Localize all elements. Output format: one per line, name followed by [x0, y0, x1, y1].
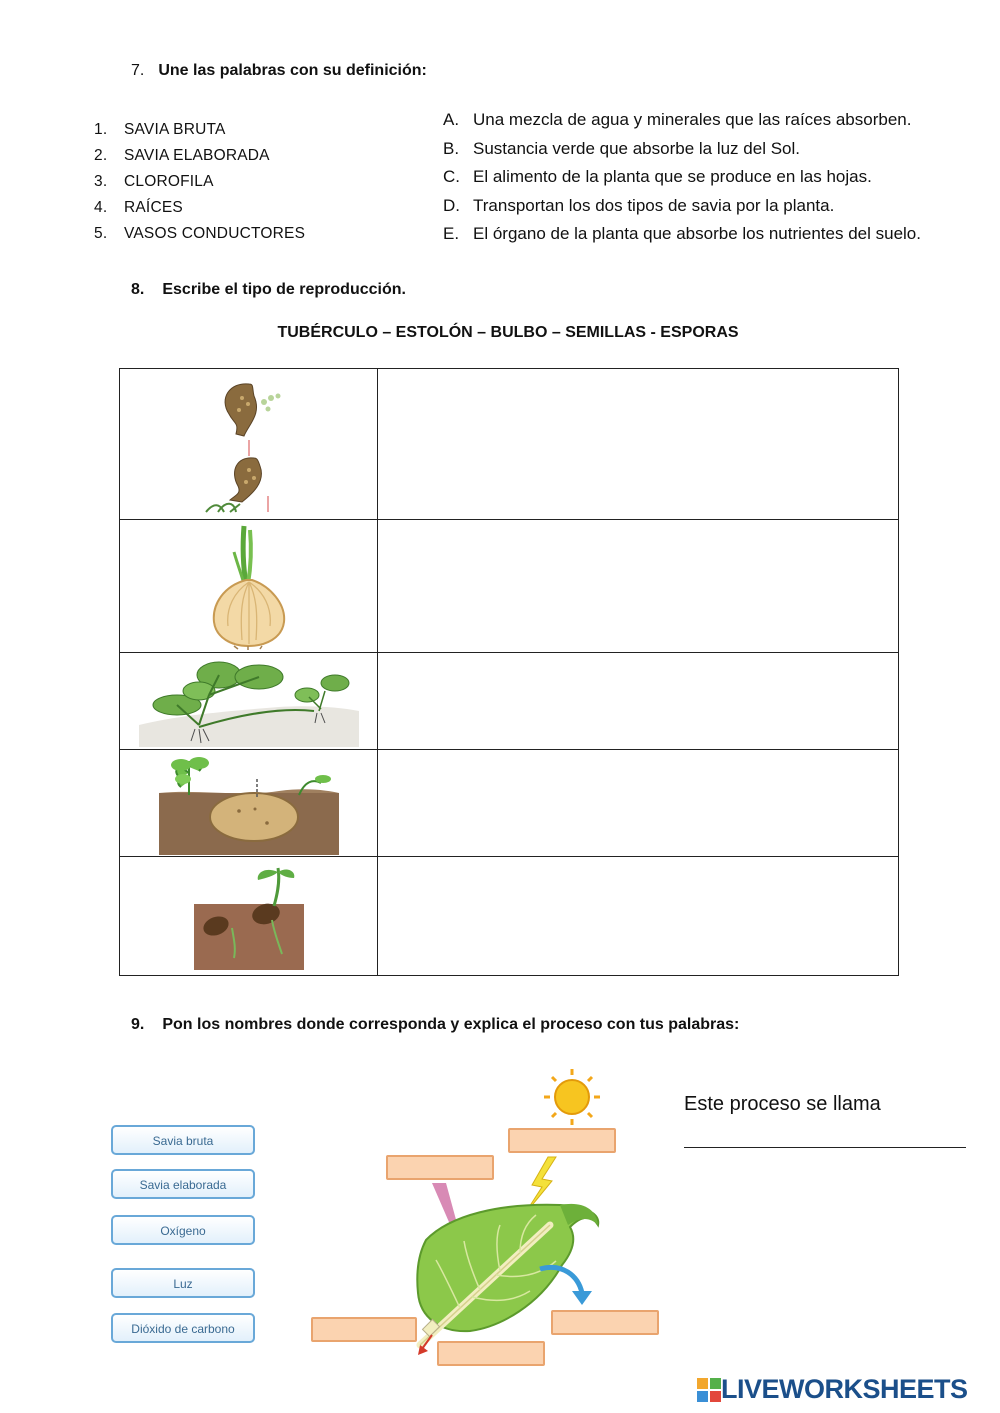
tag-savia-elaborada[interactable]: Savia elaborada — [111, 1169, 255, 1199]
item-text: CLOROFILA — [124, 173, 214, 190]
q7-definition-list — [443, 109, 921, 252]
tag-oxigeno[interactable]: Oxígeno — [111, 1215, 255, 1245]
list-item[interactable] — [94, 145, 305, 171]
item-number: 5. — [94, 225, 108, 242]
item-number: 3. — [94, 173, 108, 190]
brand-name: LIVEWORKSHEETS — [721, 1374, 968, 1404]
q8-number: 8. — [131, 281, 145, 298]
q8-title-text: Escribe el tipo de reproducción. — [162, 281, 406, 298]
q8-title — [131, 281, 406, 299]
item-text: SAVIA BRUTA — [124, 121, 226, 138]
tag-savia-bruta[interactable]: Savia bruta — [111, 1125, 255, 1155]
tag-dioxido-de-carbono[interactable]: Dióxido de carbono — [111, 1313, 255, 1343]
list-item[interactable] — [443, 223, 921, 252]
answer-cell[interactable] — [378, 653, 899, 750]
q7-number: 7. — [131, 62, 145, 79]
item-text: SAVIA ELABORADA — [124, 147, 270, 164]
fern-spores-illustration — [120, 369, 378, 520]
strawberry-runner-illustration — [120, 653, 378, 750]
item-text: RAÍCES — [124, 199, 183, 216]
list-item[interactable] — [443, 109, 921, 138]
q9-number: 9. — [131, 1016, 145, 1033]
item-number: 1. — [94, 121, 108, 138]
table-row — [120, 520, 899, 653]
q7-word-list — [94, 119, 305, 249]
item-letter: B. — [443, 138, 460, 158]
answer-cell[interactable] — [378, 520, 899, 653]
answer-cell[interactable] — [378, 369, 899, 520]
item-letter: C. — [443, 167, 460, 186]
potato-tuber-illustration — [120, 750, 378, 857]
label-box-sun[interactable] — [508, 1128, 616, 1153]
germinating-seeds-illustration — [120, 857, 378, 976]
table-row — [120, 369, 899, 520]
list-item[interactable] — [94, 223, 305, 249]
list-item[interactable] — [94, 119, 305, 145]
list-item[interactable] — [443, 138, 921, 167]
answer-cell[interactable] — [378, 750, 899, 857]
liveworksheets-logo — [697, 1374, 968, 1405]
item-text: El órgano de la planta que absorbe los nutrientes del suelo. — [473, 224, 921, 243]
q7-title-text: Une las palabras con su definición: — [158, 62, 427, 79]
label-box-bottom[interactable] — [437, 1341, 545, 1366]
item-letter: A. — [443, 110, 460, 129]
process-answer-line[interactable] — [684, 1147, 966, 1148]
item-text: VASOS CONDUCTORES — [124, 225, 306, 242]
process-prompt: Este proceso se llama — [684, 1093, 881, 1115]
q7-title — [131, 62, 427, 80]
list-item[interactable] — [443, 195, 921, 224]
item-letter: D. — [443, 195, 460, 215]
tag-luz[interactable]: Luz — [111, 1268, 255, 1298]
label-box-left[interactable] — [311, 1317, 417, 1342]
liveworksheets-logo-icon — [697, 1378, 721, 1402]
table-row — [120, 857, 899, 976]
table-row — [120, 750, 899, 857]
sun-icon — [544, 1069, 600, 1125]
item-number: 2. — [94, 147, 108, 164]
item-text: Transportan los dos tipos de savia por la planta. — [473, 195, 835, 215]
item-letter: E. — [443, 224, 460, 243]
list-item[interactable] — [94, 171, 305, 197]
label-box-top-left[interactable] — [386, 1155, 494, 1180]
q9-title-text: Pon los nombres donde corresponda y explica el proceso con tus palabras: — [162, 1016, 740, 1033]
list-item[interactable] — [94, 197, 305, 223]
reproduction-table — [119, 368, 899, 976]
q9-title — [131, 1016, 739, 1034]
word-bank: TUBÉRCULO – ESTOLÓN – BULBO – SEMILLAS - ESPORAS — [277, 324, 739, 341]
list-item[interactable] — [443, 166, 921, 195]
onion-bulb-illustration — [120, 520, 378, 653]
item-text: El alimento de la planta que se produce en las hojas. — [473, 167, 872, 186]
table-row — [120, 653, 899, 750]
answer-cell[interactable] — [378, 857, 899, 976]
item-text: Sustancia verde que absorbe la luz del Sol. — [473, 138, 800, 158]
label-box-right[interactable] — [551, 1310, 659, 1335]
item-text: Una mezcla de agua y minerales que las raíces absorben. — [473, 110, 912, 129]
item-number: 4. — [94, 199, 108, 216]
